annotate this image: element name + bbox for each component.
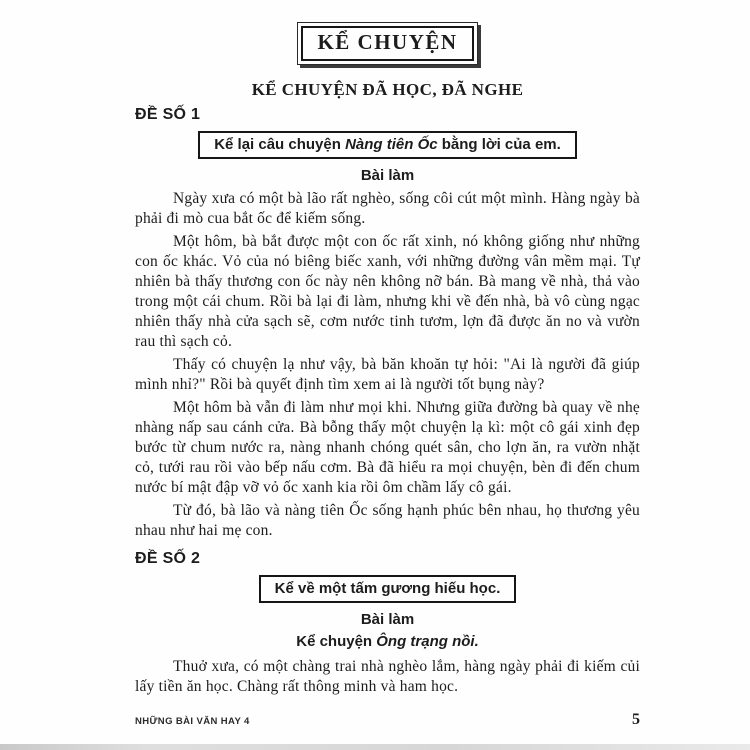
page-content [135, 22, 640, 700]
exercise-1-prompt-box [198, 131, 577, 159]
essay-1-paragraph: Một hôm bà vẫn đi làm như mọi khi. Nhưng giữa đường bà quay về nhẹ nhàng nấp sau cánh cửa. Bà bỗng thấy một chuyện lạ kì: một cô gái xinh đẹp bước từ chum nước ra, nàng nhanh chóng quét sân, cho lợn ăn, ra vườn nhặt cỏ, tưới rau rồi vào bếp nấu cơm. Bà đã hiểu ra mọi chuyện, bèn đi đến chum nước bí mật đập vỡ vỏ ốc xanh kia rồi ôm chầm lấy cô gái. [135, 399, 640, 496]
prompt-2-text: Kể về một tấm gương hiếu học. [274, 580, 501, 597]
essay-2-story-title [135, 633, 640, 650]
section-heading: KỂ CHUYỆN ĐÃ HỌC, ĐÃ NGHE [251, 80, 524, 99]
exercise-1-label: ĐỀ SỐ 1 [135, 106, 201, 123]
essay-1-paragraph: Từ đó, bà lão và nàng tiên Ốc sống hạnh phúc bên nhau, họ thương yêu nhau như hai mẹ con. [135, 502, 640, 539]
page-footer [135, 711, 640, 729]
essay-1-paragraph: Một hôm, bà bắt được một con ốc rất xinh, nó không giống như những con ốc khác. Vỏ của nó biêng biếc xanh, với những đường vân mềm mại. Tự nhiên bà thấy thương con ốc này nên không nỡ bán. Bà mang về nhà, thả vào trong một cái chum. Rồi bà lại đi làm, nhưng khi về đến nhà, bà vô cùng ngạc nhiên thấy nhà cửa sạch sẽ, cơm nước tinh tươm, lợn đã được ăn no và vườn rau thì sạch cỏ. [135, 233, 640, 350]
essay-2-label: Bài làm [360, 611, 415, 628]
exercise-2-label: ĐỀ SỐ 2 [135, 550, 201, 567]
essay-1-paragraph: Ngày xưa có một bà lão rất nghèo, sống côi cút một mình. Hàng ngày bà phải đi mò cua bắt ốc để kiếm sống. [135, 190, 640, 227]
chapter-title: KỂ CHUYỆN [301, 26, 473, 61]
footer-book-title: NHỮNG BÀI VĂN HAY 4 [135, 716, 250, 727]
prompt-1-suffix: bằng lời của em. [437, 136, 561, 153]
essay-2-paragraph: Thuở xưa, có một chàng trai nhà nghèo lắm, hàng ngày phải đi kiếm củi lấy tiền ăn học. Chàng rất thông minh và ham học. [135, 658, 640, 695]
footer-page-number: 5 [632, 711, 640, 728]
story-title-prefix: Kể chuyện [296, 633, 377, 650]
essay-1-paragraph: Thấy có chuyện lạ như vậy, bà băn khoăn tự hỏi: "Ai là người đã giúp mình nhỉ?" Rồi bà quyết định tìm xem ai là người tốt bụng này? [135, 356, 640, 393]
prompt-1-prefix: Kể lại câu chuyện [214, 136, 346, 153]
prompt-1-story-name: Nàng tiên Ốc [345, 136, 438, 153]
scan-bottom-edge [0, 744, 750, 750]
chapter-title-box [297, 22, 477, 65]
exercise-2-prompt-box [259, 575, 517, 603]
essay-1-label: Bài làm [360, 167, 415, 184]
story-title-name: Ông trạng nồi. [376, 633, 479, 650]
